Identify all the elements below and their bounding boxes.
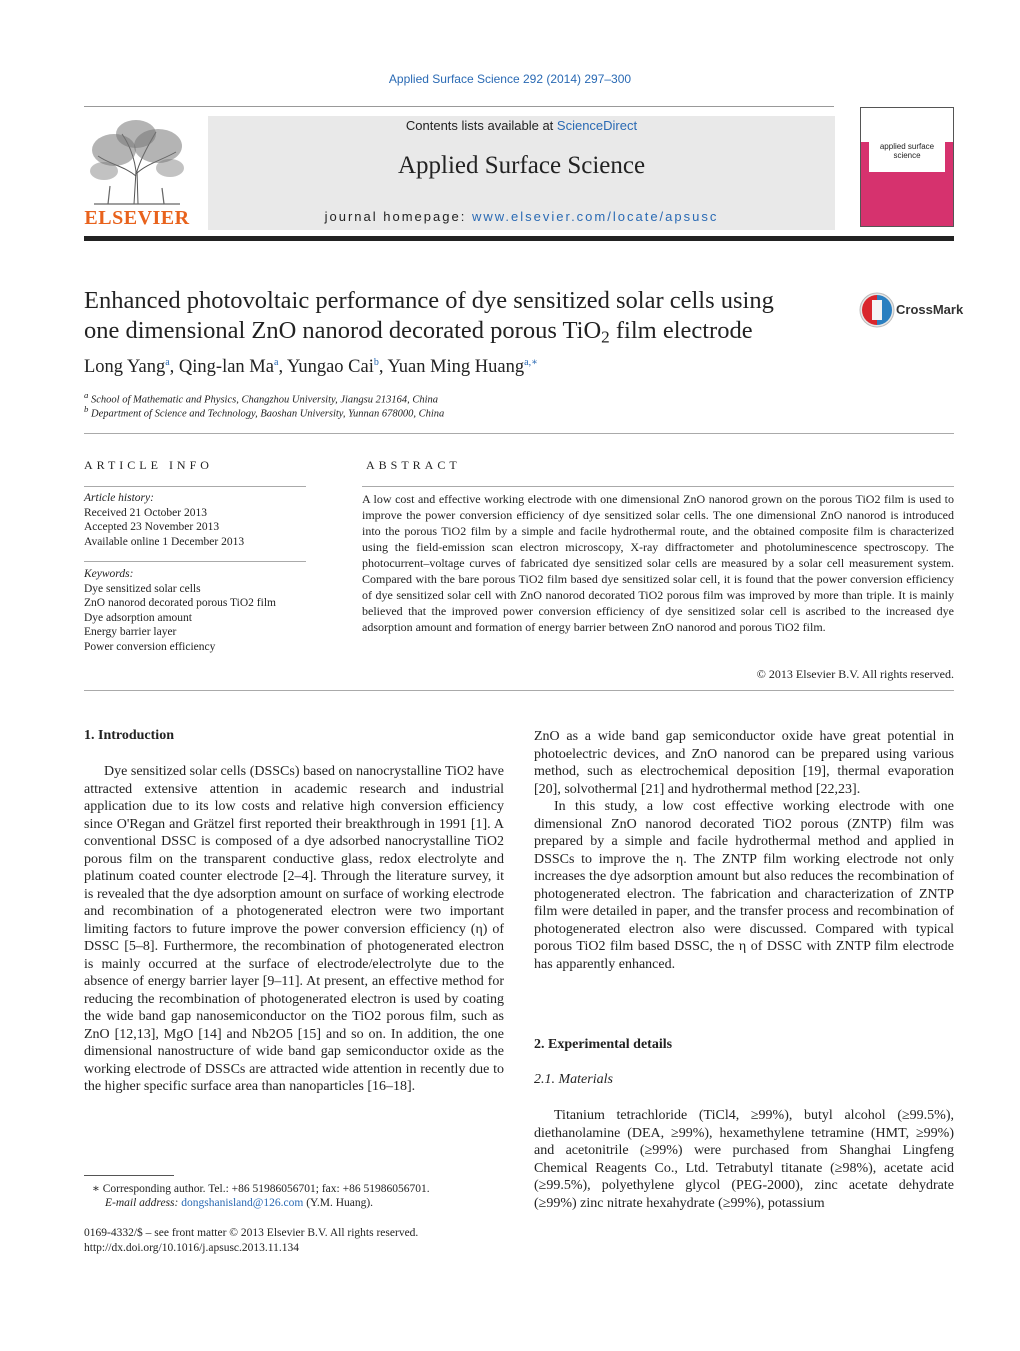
email-suffix: (Y.M. Huang). <box>303 1197 374 1209</box>
cover-title: applied surface science <box>869 138 945 172</box>
affiliation-a: $^a$ School of Mathematic and Physics, Changzhou University, Jiangsu 213164, China <box>84 390 439 406</box>
materials-paragraph: Titanium tetrachloride (TiCl4, ≥99%), butyl alcohol (≥99.5%), diethanolamine (DEA, ≥99%), hexamethylene tetramine (HMT, ≥99%) and acetonitrile (≥99%) were purchased from Shanghai Lingfeng Chemical Reagents Co., Ltd. Tetrabutyl titanate (≥98%), acetate acid (≥99.5%), polyethylene glycol (PEG-2000), zinc acetate dehydrate (≥99%) zinc nitrate hexahydrate (≥99%), potassium <box>534 1108 954 1211</box>
body-column-right <box>534 728 954 973</box>
issn-line: 0169-4332/$ – see front matter © 2013 Elsevier B.V. All rights reserved. <box>84 1227 419 1239</box>
abstract-text: A low cost and effective working electrode with one dimensional ZnO nanorod grown on the porous TiO2 film is used to improve the power conversion efficiency of dye sensitized solar cells. The one dimensional ZnO nanorod is introduced into the porous TiO2 film by a simple and facile hydrothermal route, and the obtained composite film is characterized using the field-emission scan electron microscopy, X-ray diffractometer and photoluminescence spectroscopy. The photocurrent–voltage curves of fabricated dye sensitized solar cells are measured by a solar cell measurement system. Compared with the bare porous TiO2 film based dye sensitized solar cell, it is found that the power conversion efficiency of dye sensitized solar cell with ZnO nanorod decorated TiO2 porous film was improved by more than triple. It is mainly believed that the improved power conversion efficiency of dye sensitized solar cell is ascribed to the increased dye adsorption amount and formation of energy barrier between ZnO nanorod and porous TiO2 film. <box>362 492 954 634</box>
section-2-heading: 2. Experimental details <box>534 1037 673 1052</box>
materials-text <box>534 1107 954 1212</box>
intro-paragraph-1: Dye sensitized solar cells (DSSCs) based on nanocrystalline TiO2 have attracted extensive attention in academic research and industrial application due to its low costs and relative high conversion efficiency since O'Regan and Grätzel first reported their breakthrough in 1991 [1]. A conventional DSSC is composed of a dye adsorbed nanocrystalline TiO2 porous film on the transparent conductive glass, redox electrolyte and platinum coated counter electrode [2–4]. Through the literature survey, it is revealed that the dye adsorption amount on surface of working electrode and recombination of a photogenerated electron were two important limiting factors to future improve the power conversion efficiency (η) of DSSC [5–8]. Furthermore, the recombination of photogenerated electron is mainly occurred at the surface of electrode/electrolyte due to the absence of energy barrier layer [9–11]. At present, an effective method for reducing the recombination of photogenerated electron is used by coating the wide band gap nanosemiconductor on the TiO2 porous film, such as ZnO [12,13], MgO [14] and Nb2O5 [15] and so on. In addition, the one dimensional nanostructure of wide band gap semiconductor oxide as the working electrode of DSSCs are attracted wide attention in recently due to the higher specific surface area than nanoparticles [16–18]. <box>84 764 504 1094</box>
author-name[interactable]: Long Yang <box>84 357 166 378</box>
keyword[interactable]: Dye sensitized solar cells <box>84 582 201 595</box>
body-column-left <box>84 763 504 1096</box>
author-name[interactable]: Yungao Cai <box>287 357 374 378</box>
sciencedirect-link[interactable]: ScienceDirect <box>556 118 638 133</box>
article-history <box>84 491 306 549</box>
keyword[interactable]: Dye adsorption amount <box>84 611 192 624</box>
abstract-label: ABSTRACT <box>366 458 461 472</box>
elsevier-wordmark: ELSEVIER <box>84 207 190 229</box>
abstract-rule <box>362 486 954 487</box>
intro-paragraph-3: In this study, a low cost effective working electrode with one dimensional ZnO nanorod decorated TiO2 porous (ZNTP) film was prepared by a simple and facile hydrothermal method and applied in DSSCs to improve the η. The ZNTP film working electrode not only increases the dye adsorption amount but also reduces the recombination of photogenerated electron. The fabrication and characterization of ZNTP film were detailed in paper, and the transfer process and recombination of photogenerated electron also were discussed. Compared with typical porous TiO2 film based DSSC, the η of DSSC with ZNTP film electrode has apparently enhanced. <box>534 799 954 972</box>
header-rule <box>84 106 834 107</box>
history-received: Received 21 October 2013 <box>84 506 207 519</box>
email-note <box>105 1196 525 1211</box>
abstract-copyright: © 2013 Elsevier B.V. All rights reserved. <box>756 667 954 681</box>
journal-cover-thumbnail[interactable] <box>860 107 954 227</box>
contents-line <box>208 118 835 133</box>
author-affil-mark[interactable]: b <box>373 357 379 368</box>
homepage-link[interactable]: www.elsevier.com/locate/apsusc <box>471 209 719 224</box>
keywords-heading: Keywords: <box>84 568 134 580</box>
journal-title: Applied Surface Science <box>397 152 646 179</box>
keyword[interactable]: Power conversion efficiency <box>84 640 216 653</box>
email-link[interactable]: dongshanisland@126.com <box>181 1197 304 1209</box>
history-heading: Article history: <box>84 492 154 504</box>
crossmark-label[interactable]: CrossMark <box>896 302 964 317</box>
section-2-1-heading: 2.1. Materials <box>534 1072 613 1087</box>
email-label: E-mail address: <box>105 1197 182 1209</box>
journal-citation[interactable]: Applied Surface Science 292 (2014) 297–300 <box>388 72 632 86</box>
keywords-block <box>84 567 306 654</box>
contents-prefix: Contents lists available at <box>405 118 557 133</box>
keywords-rule <box>84 561 306 562</box>
header-thick-rule <box>84 236 954 241</box>
cover-top-panel <box>861 108 953 142</box>
section-1-heading: 1. Introduction <box>84 728 174 743</box>
abstract-end-rule <box>84 690 954 691</box>
history-online: Available online 1 December 2013 <box>84 535 245 548</box>
corresponding-author-note: ∗ Corresponding author. Tel.: +86 51986056701; fax: +86 51986056701. <box>92 1183 430 1195</box>
article-info-rule <box>84 486 306 487</box>
intro-paragraph-2: ZnO as a wide band gap semiconductor oxide have great potential in photoelectric devices, and ZnO nanorod can be prepared using various method, such as electrochemical deposition [19], thermal evaporation [20], solvothermal [21] and hydrothermal method [22,23]. <box>534 729 954 797</box>
keyword[interactable]: Energy barrier layer <box>84 626 177 638</box>
history-accepted: Accepted 23 November 2013 <box>84 521 220 533</box>
author-affil-mark[interactable]: a <box>273 357 279 368</box>
footnote-rule <box>84 1175 174 1176</box>
title-line-1: Enhanced photovoltaic performance of dye sensitized solar cells using <box>84 287 774 314</box>
journal-homepage <box>208 209 835 224</box>
article-info-label: ARTICLE INFO <box>84 458 213 472</box>
author-affil-mark[interactable]: a <box>165 357 170 368</box>
author-list: Long Yang$^a$, Qing-lan Ma$^a$, Yungao Cai$^b$, Yuan Ming Huang$^{a,∗}$ <box>84 357 538 378</box>
title-line-2: one dimensional ZnO nanorod decorated porous TiO$_2$ film electrode <box>84 317 753 347</box>
author-affil-mark[interactable]: a,∗ <box>524 357 538 368</box>
homepage-prefix: journal homepage: <box>324 209 472 224</box>
affiliation-rule <box>84 433 954 434</box>
author-name[interactable]: Qing-lan Ma <box>178 357 274 378</box>
keyword[interactable]: ZnO nanorod decorated porous TiO2 film <box>84 597 276 609</box>
article-title <box>84 286 844 346</box>
affiliation-b: $^b$ Department of Science and Technology, Baoshan University, Yunnan 678000, China <box>84 404 445 420</box>
crossmark-icon[interactable] <box>858 291 896 329</box>
author-name[interactable]: Yuan Ming Huang <box>387 357 525 378</box>
doi-link[interactable]: http://dx.doi.org/10.1016/j.apsusc.2013.11.134 <box>84 1242 299 1254</box>
